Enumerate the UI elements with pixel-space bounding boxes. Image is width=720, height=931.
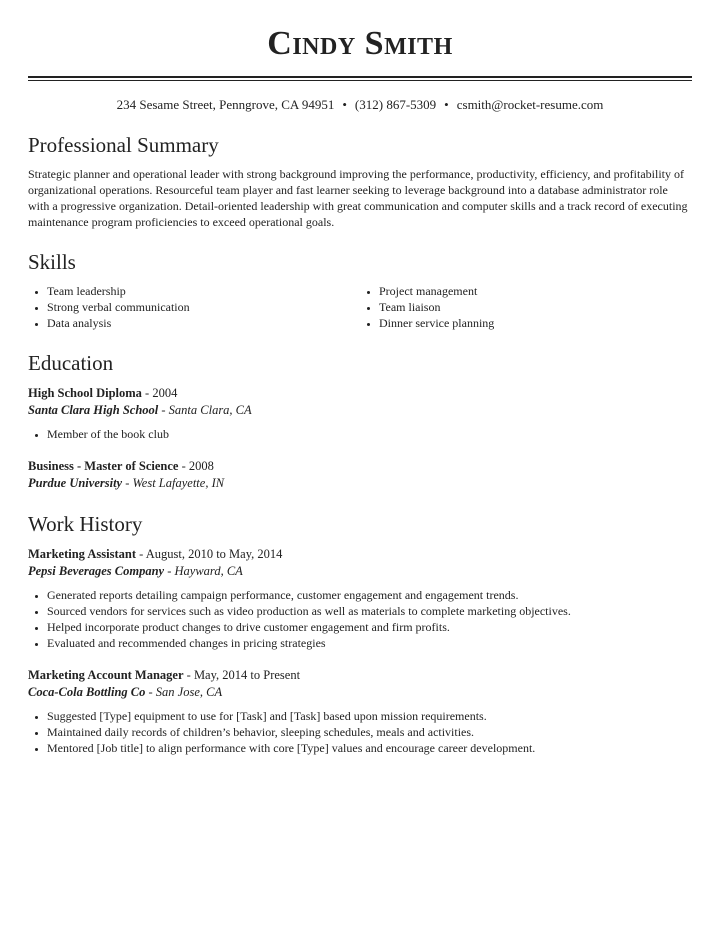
candidate-name: Cindy Smith: [267, 25, 453, 62]
education-location: - Santa Clara, CA: [158, 403, 252, 417]
education-bullets: [28, 426, 692, 442]
education-degree-line: [28, 458, 692, 475]
education-school-line: [28, 475, 692, 492]
header-rule-thick: [28, 76, 692, 78]
skill-item: • Project management: [379, 283, 692, 299]
skills-list: [28, 283, 692, 331]
work-location: - Hayward, CA: [164, 564, 243, 578]
list-item: • Evaluated and recommended changes in pricing strategies: [47, 635, 692, 651]
work-bullets: [28, 708, 692, 756]
work-company-line: [28, 684, 692, 701]
education-degree: Business - Master of Science: [28, 459, 179, 473]
education-heading: Education: [28, 351, 114, 375]
education-school: Santa Clara High School: [28, 403, 159, 417]
work-company: Pepsi Beverages Company: [28, 564, 165, 578]
contact-address: 234 Sesame Street, Penngrove, CA 94951: [116, 97, 335, 112]
work-bullets: [28, 587, 692, 651]
list-item: • Sourced vendors for services such as video production as well as materials to complete marketing objectives.: [47, 603, 692, 619]
list-item: • Helped incorporate product changes to drive customer engagement and firm profits.: [47, 619, 692, 635]
summary-heading: Professional Summary: [28, 133, 219, 157]
work-company: Coca-Cola Bottling Co: [28, 685, 146, 699]
work-entry: [28, 667, 692, 756]
skill-item: • Team leadership: [47, 283, 360, 299]
contact-phone: (312) 867-5309: [354, 97, 437, 112]
contact-separator: •: [444, 97, 449, 112]
skill-item: • Strong verbal communication: [47, 299, 360, 315]
list-item: • Generated reports detailing campaign performance, customer engagement and engagement trends.: [47, 587, 692, 603]
contact-line: [28, 97, 692, 113]
header-rule-thin: [28, 80, 692, 81]
skill-item: • Dinner service planning: [379, 315, 692, 331]
skill-item: • Data analysis: [47, 315, 360, 331]
skills-heading: Skills: [28, 250, 76, 274]
list-item: • Maintained daily records of children’s behavior, sleeping schedules, meals and activities.: [47, 724, 692, 740]
education-entry: [28, 458, 692, 492]
education-location: - West Lafayette, IN: [122, 476, 225, 490]
contact-email: csmith@rocket-resume.com: [456, 97, 604, 112]
work-dates: - August, 2010 to May, 2014: [136, 547, 283, 561]
work-entry: [28, 546, 692, 651]
list-item: • Member of the book club: [47, 426, 692, 442]
work-role: Marketing Account Manager: [28, 668, 184, 682]
skills-column-right: [360, 283, 692, 331]
education-date: - 2004: [141, 386, 178, 400]
contact-separator: •: [342, 97, 347, 112]
work-heading: Work History: [28, 512, 143, 536]
work-location: - San Jose, CA: [145, 685, 223, 699]
list-item: • Suggested [Type] equipment to use for [Task] and [Task] based upon mission requirements.: [47, 708, 692, 724]
education-entry: [28, 385, 692, 442]
list-item: • Mentored [Job title] to align performance with core [Type] values and encourage career development.: [47, 740, 692, 756]
education-school-line: [28, 402, 692, 419]
work-role-line: [28, 546, 692, 563]
work-company-line: [28, 563, 692, 580]
education-degree-line: [28, 385, 692, 402]
skill-item: • Team liaison: [379, 299, 692, 315]
education-degree: High School Diploma: [28, 386, 142, 400]
skills-column-left: [28, 283, 360, 331]
summary-text: Strategic planner and operational leader with strong background improving the performance, productivity, efficiency, and profitability of organizational operations. Resourceful team player and fast learner seeking to leverage background into a database administrator role with a progressive organization. Detail-oriented leadership with great communication and computer skills and a track record of executing maintenance program proficiencies to exceed operational goals.: [28, 167, 688, 229]
work-dates: - May, 2014 to Present: [183, 668, 301, 682]
work-role: Marketing Assistant: [28, 547, 136, 561]
education-date: - 2008: [178, 459, 214, 473]
work-role-line: [28, 667, 692, 684]
education-school: Purdue University: [28, 476, 123, 490]
